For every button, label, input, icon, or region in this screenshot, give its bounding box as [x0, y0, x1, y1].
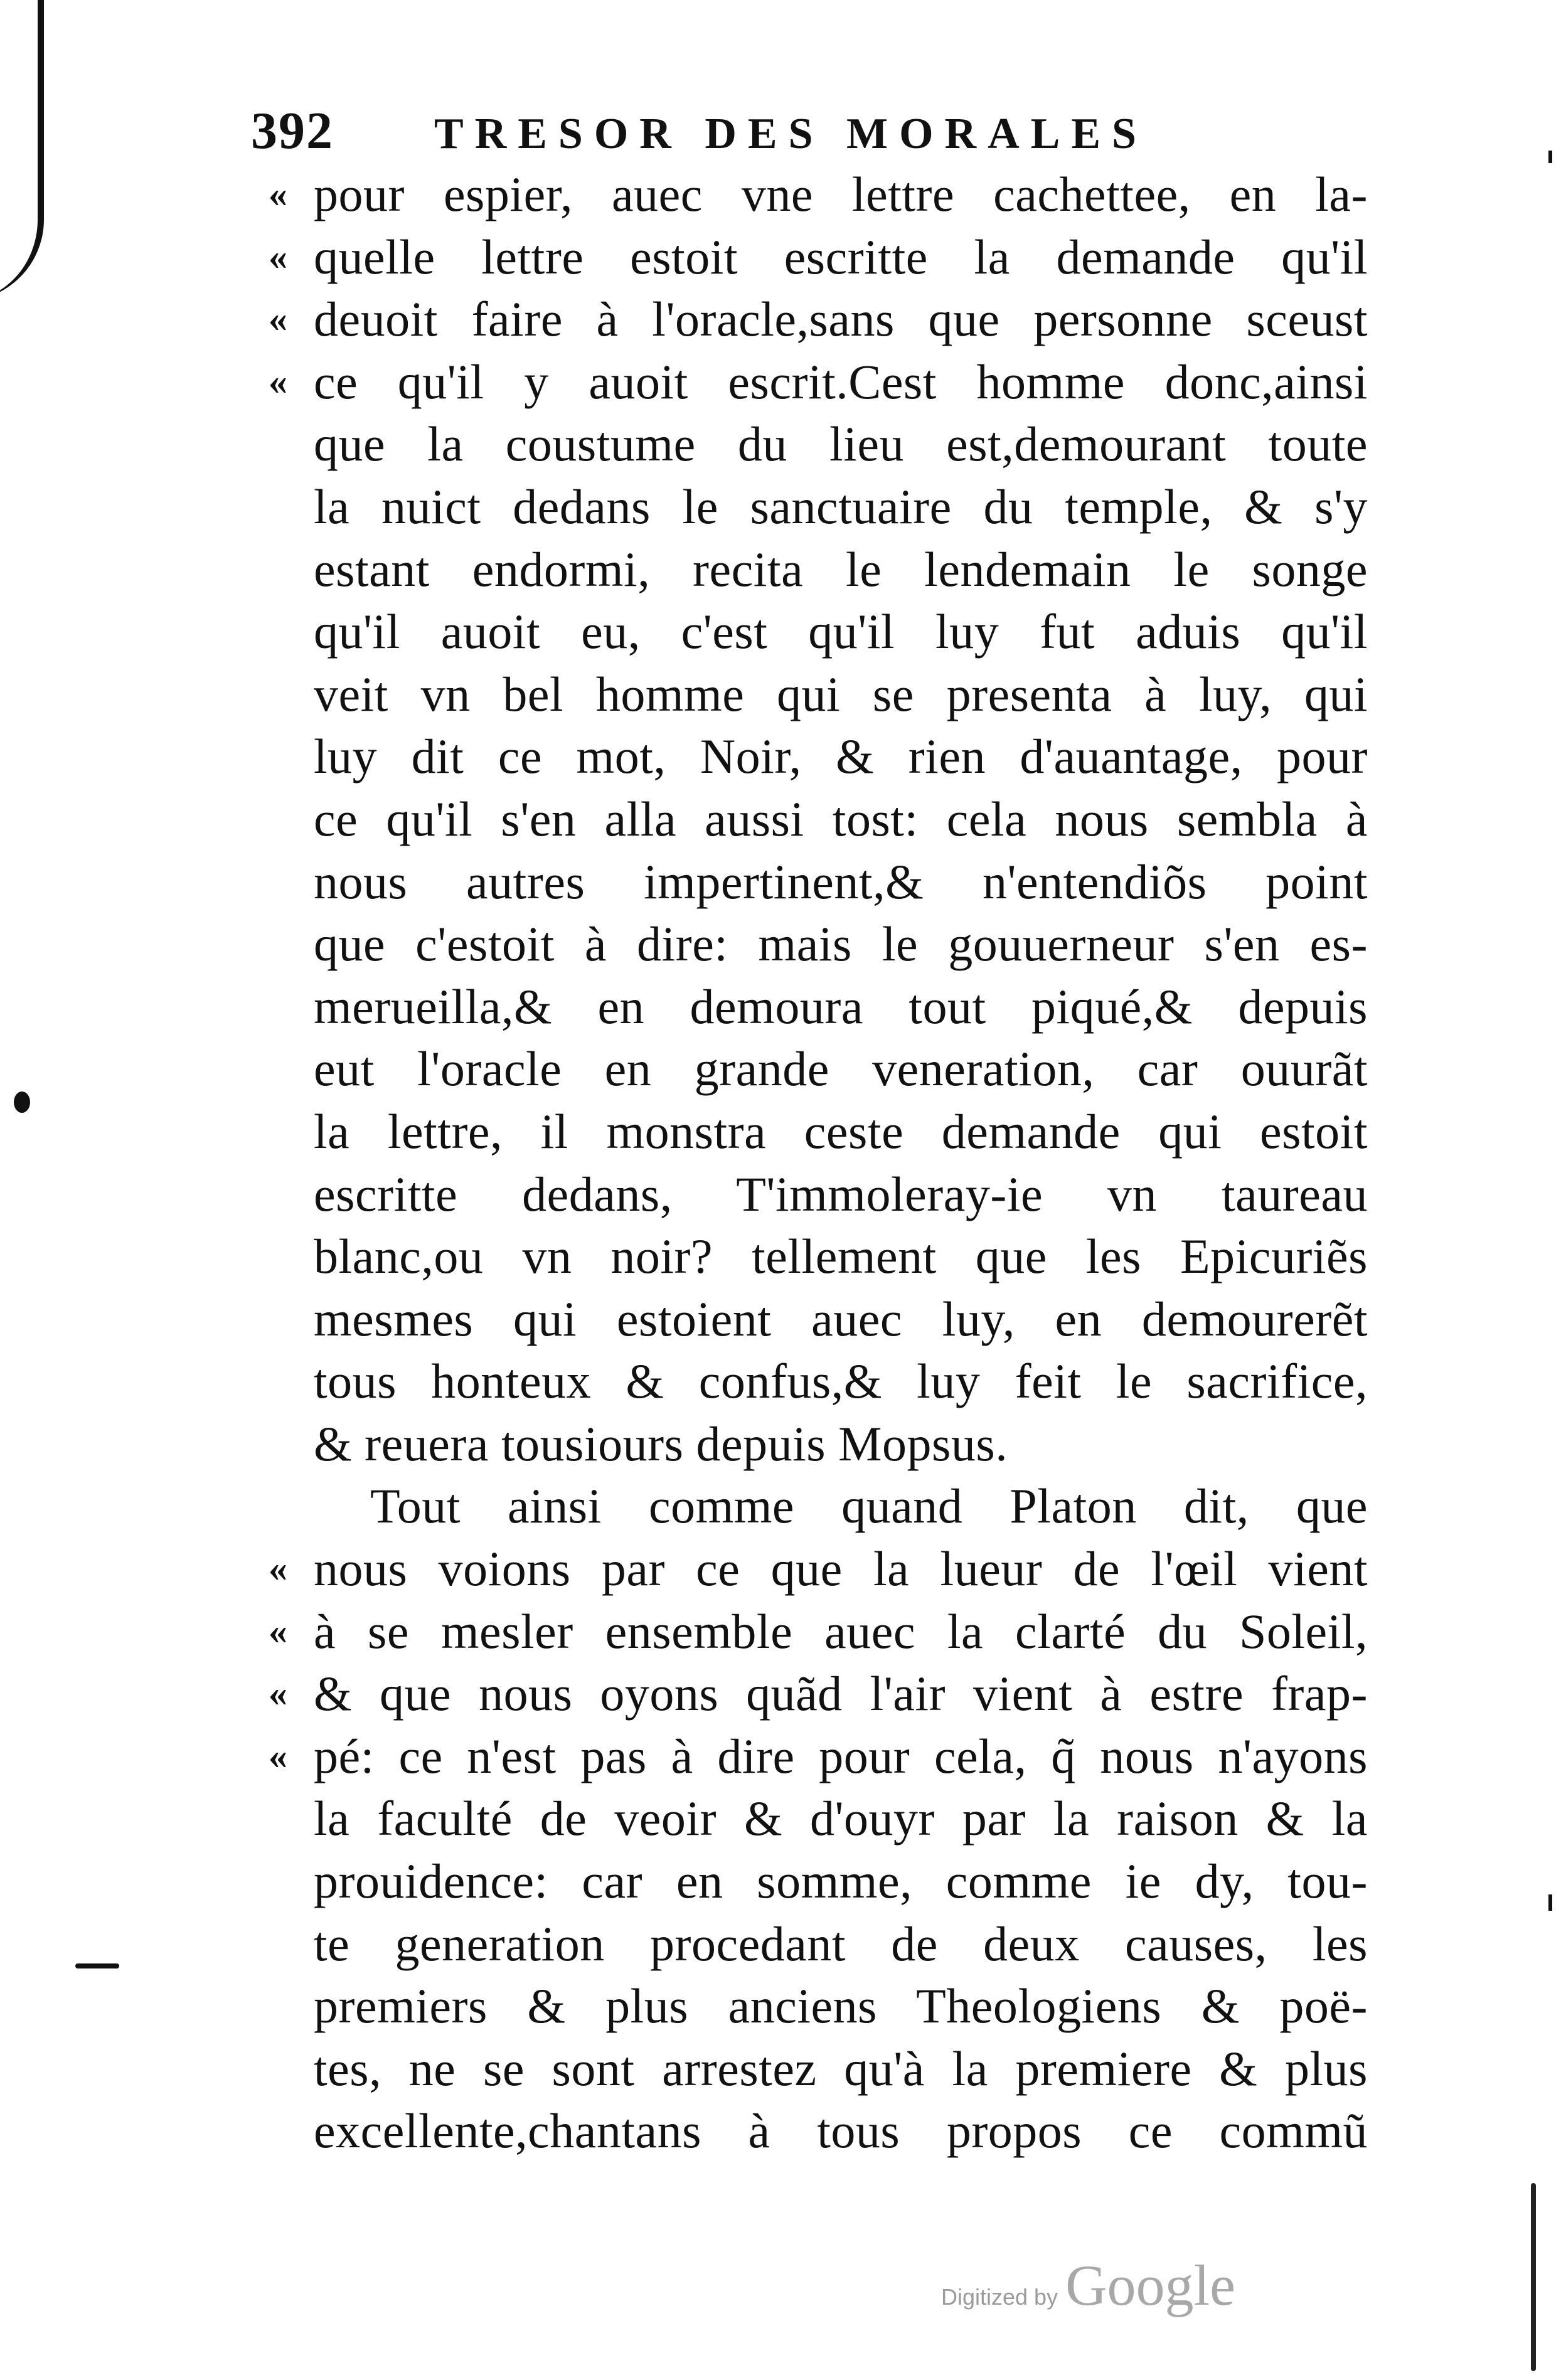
line-text: nous voions par ce que la lueur de l'œil vient	[314, 1541, 1368, 1596]
text-line	[314, 1975, 1368, 2037]
line-text: estant endormi, recita le lendemain le songe	[314, 541, 1368, 597]
text-line	[314, 975, 1368, 1038]
quote-marker: «	[269, 1735, 287, 1777]
quote-marker: «	[269, 360, 287, 402]
text-line	[269, 288, 1368, 351]
line-text: veit vn bel homme qui se presenta à luy, qui	[314, 666, 1368, 721]
margin-tick-right-1	[1548, 151, 1552, 163]
line-text: merueilla,& en demoura tout piqué,& depuis	[314, 979, 1368, 1034]
line-text: quelle lettre estoit escritte la demande qu'il	[314, 229, 1368, 284]
line-text: prouidence: car en somme, comme ie dy, tou-	[314, 1854, 1368, 1909]
line-text: deuoit faire à l'oracle,sans que personne sceust	[314, 292, 1368, 347]
line-text: la lettre, il monstra ceste demande qui estoit	[314, 1103, 1368, 1159]
line-text: la nuict dedans le sanctuaire du temple, & s'y	[314, 479, 1368, 534]
text-line	[314, 1413, 1368, 1475]
line-text: blanc,ou vn noir? tellement que les Epicuriẽs	[314, 1229, 1368, 1284]
page-number: 392	[251, 102, 334, 160]
line-text: nous autres impertinent,& n'entendiõs point	[314, 854, 1368, 909]
text-line	[269, 1725, 1368, 1788]
line-text: excellente,chantans à tous propos ce commũ	[314, 2103, 1368, 2159]
line-text: pour espier, auec vne lettre cachettee, en la-	[314, 167, 1368, 221]
line-text: tous honteux & confus,& luy feit le sacrifice,	[314, 1354, 1368, 1409]
running-head: TRESOR DES MORALES	[434, 110, 1148, 158]
text-line	[314, 1038, 1368, 1100]
page-right-edge	[1531, 2183, 1536, 2371]
quote-marker: «	[269, 1548, 287, 1590]
line-text: premiers & plus anciens Theologiens & poë-	[314, 1979, 1368, 2034]
text-line	[314, 851, 1368, 913]
line-text: & reuera tousiours depuis Mopsus.	[314, 1416, 1008, 1471]
body-text	[269, 163, 1368, 2162]
text-line	[314, 725, 1368, 788]
line-text: tes, ne se sont arrestez qu'à la premiere & plus	[314, 2041, 1368, 2096]
text-line	[314, 475, 1368, 538]
margin-dot-left	[14, 1092, 30, 1113]
text-line	[314, 913, 1368, 975]
digitized-watermark	[941, 2252, 1235, 2321]
text-line	[269, 226, 1368, 289]
text-line	[314, 788, 1368, 851]
text-line	[269, 163, 1368, 226]
line-text: te generation procedant de deux causes, les	[314, 1916, 1368, 1971]
text-line	[269, 351, 1368, 413]
line-text: Tout ainsi comme quand Platon dit, que	[370, 1479, 1368, 1534]
text-line	[314, 413, 1368, 475]
text-line	[269, 1600, 1368, 1663]
margin-tick-right-2	[1548, 1894, 1552, 1911]
quote-marker: «	[269, 1672, 287, 1714]
text-line	[314, 1350, 1368, 1413]
text-line	[314, 1850, 1368, 1913]
text-line	[269, 1662, 1368, 1725]
line-text: à se mesler ensemble auec la clarté du Soleil,	[314, 1603, 1368, 1659]
watermark-prefix: Digitized by	[941, 2284, 1058, 2310]
text-line	[314, 663, 1368, 726]
text-line	[314, 600, 1368, 663]
text-line	[314, 1163, 1368, 1226]
quote-marker: «	[269, 235, 287, 277]
quote-marker: «	[269, 1610, 287, 1652]
text-line	[269, 1538, 1368, 1600]
quote-marker: «	[269, 298, 287, 340]
text-line	[314, 1787, 1368, 1850]
quote-marker: «	[269, 173, 287, 215]
text-line	[314, 1288, 1368, 1351]
text-line	[314, 1100, 1368, 1163]
line-text: ce qu'il y auoit escrit.Cest homme donc,ainsi	[314, 354, 1368, 409]
text-line	[314, 2100, 1368, 2162]
line-text: luy dit ce mot, Noir, & rien d'auantage, pour	[314, 729, 1368, 784]
margin-dash-left	[75, 1963, 119, 1968]
text-line	[314, 1475, 1368, 1538]
line-text: ce qu'il s'en alla aussi tost: cela nous sembla à	[314, 791, 1368, 846]
line-text: qu'il auoit eu, c'est qu'il luy fut aduis qu'il	[314, 604, 1368, 659]
text-line	[314, 1225, 1368, 1288]
text-line	[314, 2037, 1368, 2100]
line-text: & que nous oyons quãd l'air vient à estre frap-	[314, 1666, 1368, 1721]
line-text: que c'estoit à dire: mais le gouuerneur s'en es-	[314, 916, 1368, 972]
text-line	[314, 538, 1368, 601]
google-logo: Google	[1065, 2253, 1235, 2317]
text-line	[314, 1913, 1368, 1975]
line-text: eut l'oracle en grande veneration, car ouurãt	[314, 1041, 1368, 1097]
page-binding-edge	[0, 0, 44, 301]
line-text: mesmes qui estoient auec luy, en demourerẽt	[314, 1291, 1368, 1346]
line-text: que la coustume du lieu est,demourant toute	[314, 417, 1368, 472]
line-text: la faculté de veoir & d'ouyr par la raison & la	[314, 1791, 1368, 1846]
line-text: pé: ce n'est pas à dire pour cela, q̃ nous n'ayons	[314, 1728, 1368, 1783]
line-text: escritte dedans, T'immoleray-ie vn taureau	[314, 1166, 1368, 1221]
